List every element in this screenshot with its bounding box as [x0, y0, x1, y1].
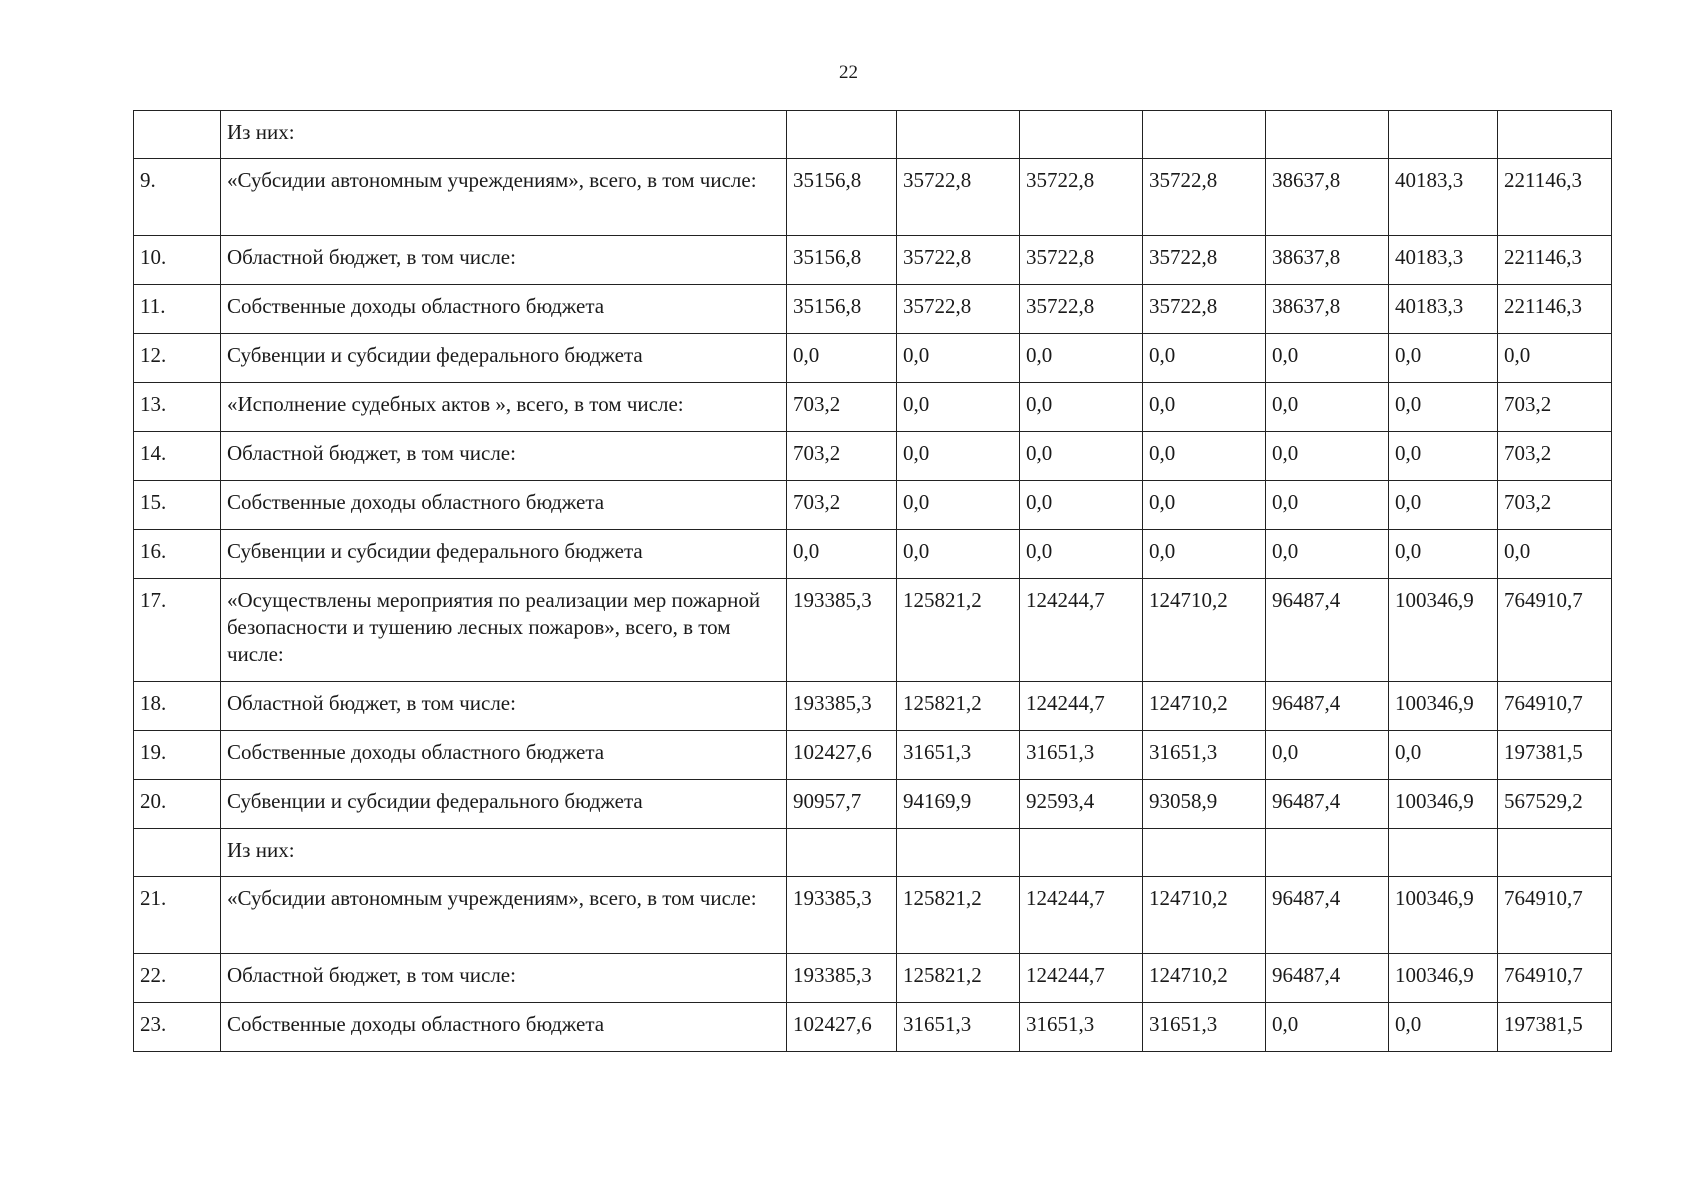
value-cell: 703,2	[1498, 432, 1612, 481]
value-cell: 193385,3	[787, 954, 897, 1003]
value-cell: 124244,7	[1020, 877, 1143, 954]
value-cell: 38637,8	[1266, 159, 1389, 236]
value-cell: 0,0	[1143, 481, 1266, 530]
table-row	[134, 383, 1612, 432]
value-cell: 100346,9	[1389, 954, 1498, 1003]
value-cell: 764910,7	[1498, 954, 1612, 1003]
value-cell: 193385,3	[787, 682, 897, 731]
row-label-cell: «Субсидии автономным учреждениям», всего, в том числе:	[221, 877, 787, 954]
value-cell: 96487,4	[1266, 579, 1389, 682]
row-label-cell: «Осуществлены мероприятия по реализации мер пожарной безопасности и тушению лесных пожаров», всего, в том числе:	[221, 579, 787, 682]
row-label-cell: Субвенции и субсидии федерального бюджета	[221, 334, 787, 383]
value-cell: 93058,9	[1143, 780, 1266, 829]
value-cell: 0,0	[897, 530, 1020, 579]
table-row	[134, 236, 1612, 285]
value-cell: 40183,3	[1389, 285, 1498, 334]
row-number-cell: 10.	[134, 236, 221, 285]
value-cell: 124710,2	[1143, 579, 1266, 682]
row-number-cell: 23.	[134, 1003, 221, 1052]
table-row	[134, 731, 1612, 780]
value-cell	[1143, 111, 1266, 159]
row-label-cell: Собственные доходы областного бюджета	[221, 731, 787, 780]
value-cell: 0,0	[787, 334, 897, 383]
value-cell: 100346,9	[1389, 579, 1498, 682]
row-number-cell: 12.	[134, 334, 221, 383]
value-cell	[1020, 829, 1143, 877]
row-label-cell: Собственные доходы областного бюджета	[221, 481, 787, 530]
value-cell: 35156,8	[787, 159, 897, 236]
value-cell: 38637,8	[1266, 236, 1389, 285]
value-cell: 567529,2	[1498, 780, 1612, 829]
value-cell: 0,0	[1143, 530, 1266, 579]
value-cell: 221146,3	[1498, 285, 1612, 334]
value-cell: 221146,3	[1498, 236, 1612, 285]
row-label-cell: Областной бюджет, в том числе:	[221, 432, 787, 481]
value-cell: 125821,2	[897, 877, 1020, 954]
row-number-cell: 13.	[134, 383, 221, 432]
value-cell: 197381,5	[1498, 731, 1612, 780]
value-cell: 35722,8	[1020, 285, 1143, 334]
value-cell: 124710,2	[1143, 682, 1266, 731]
value-cell: 125821,2	[897, 954, 1020, 1003]
table-row	[134, 954, 1612, 1003]
table-row	[134, 1003, 1612, 1052]
value-cell: 100346,9	[1389, 877, 1498, 954]
value-cell	[787, 829, 897, 877]
value-cell: 102427,6	[787, 1003, 897, 1052]
value-cell: 31651,3	[1143, 1003, 1266, 1052]
table-row	[134, 432, 1612, 481]
value-cell: 96487,4	[1266, 877, 1389, 954]
value-cell: 0,0	[1266, 334, 1389, 383]
table-row	[134, 877, 1612, 954]
row-label-cell: Собственные доходы областного бюджета	[221, 1003, 787, 1052]
row-number-cell	[134, 829, 221, 877]
value-cell: 31651,3	[1020, 731, 1143, 780]
value-cell	[1143, 829, 1266, 877]
value-cell: 124244,7	[1020, 682, 1143, 731]
value-cell: 100346,9	[1389, 682, 1498, 731]
value-cell: 764910,7	[1498, 682, 1612, 731]
value-cell	[1389, 829, 1498, 877]
value-cell: 0,0	[1266, 432, 1389, 481]
value-cell: 703,2	[1498, 481, 1612, 530]
value-cell: 40183,3	[1389, 236, 1498, 285]
value-cell: 0,0	[897, 383, 1020, 432]
row-label-cell: Областной бюджет, в том числе:	[221, 236, 787, 285]
row-label-cell: «Субсидии автономным учреждениям», всего, в том числе:	[221, 159, 787, 236]
value-cell: 35722,8	[1143, 285, 1266, 334]
value-cell: 40183,3	[1389, 159, 1498, 236]
value-cell: 102427,6	[787, 731, 897, 780]
row-number-cell: 17.	[134, 579, 221, 682]
row-number-cell: 14.	[134, 432, 221, 481]
row-label-cell: Из них:	[221, 111, 787, 159]
page-number: 22	[839, 62, 858, 83]
value-cell: 31651,3	[897, 731, 1020, 780]
value-cell: 764910,7	[1498, 877, 1612, 954]
value-cell: 35722,8	[897, 236, 1020, 285]
row-number-cell: 21.	[134, 877, 221, 954]
value-cell: 124710,2	[1143, 877, 1266, 954]
table-row	[134, 530, 1612, 579]
value-cell: 0,0	[1389, 432, 1498, 481]
value-cell: 0,0	[1389, 481, 1498, 530]
value-cell: 0,0	[1266, 530, 1389, 579]
table-row	[134, 579, 1612, 682]
row-number-cell: 18.	[134, 682, 221, 731]
value-cell	[897, 111, 1020, 159]
value-cell: 0,0	[1020, 481, 1143, 530]
row-number-cell: 9.	[134, 159, 221, 236]
value-cell: 125821,2	[897, 579, 1020, 682]
table-row	[134, 285, 1612, 334]
value-cell: 0,0	[897, 481, 1020, 530]
value-cell: 0,0	[1498, 530, 1612, 579]
value-cell: 124710,2	[1143, 954, 1266, 1003]
value-cell: 0,0	[1020, 334, 1143, 383]
value-cell	[1389, 111, 1498, 159]
value-cell: 197381,5	[1498, 1003, 1612, 1052]
value-cell: 0,0	[1389, 530, 1498, 579]
value-cell: 703,2	[787, 383, 897, 432]
value-cell: 193385,3	[787, 579, 897, 682]
table-row	[134, 481, 1612, 530]
row-label-cell: «Исполнение судебных актов », всего, в том числе:	[221, 383, 787, 432]
value-cell: 0,0	[1389, 383, 1498, 432]
value-cell: 703,2	[1498, 383, 1612, 432]
value-cell: 0,0	[1389, 731, 1498, 780]
value-cell: 221146,3	[1498, 159, 1612, 236]
value-cell	[1020, 111, 1143, 159]
value-cell: 0,0	[1020, 530, 1143, 579]
row-number-cell: 19.	[134, 731, 221, 780]
value-cell: 0,0	[1143, 334, 1266, 383]
value-cell: 96487,4	[1266, 780, 1389, 829]
table-row	[134, 682, 1612, 731]
value-cell: 35156,8	[787, 236, 897, 285]
table-row	[134, 780, 1612, 829]
value-cell: 31651,3	[897, 1003, 1020, 1052]
table-row	[134, 334, 1612, 383]
value-cell	[1266, 829, 1389, 877]
table-row	[134, 159, 1612, 236]
row-number-cell: 16.	[134, 530, 221, 579]
value-cell: 35722,8	[897, 159, 1020, 236]
table-subheader-row	[134, 829, 1612, 877]
row-number-cell: 15.	[134, 481, 221, 530]
row-number-cell	[134, 111, 221, 159]
value-cell: 96487,4	[1266, 954, 1389, 1003]
value-cell: 0,0	[1266, 731, 1389, 780]
value-cell: 31651,3	[1143, 731, 1266, 780]
value-cell: 0,0	[1389, 334, 1498, 383]
value-cell: 35722,8	[1143, 159, 1266, 236]
value-cell: 35722,8	[1143, 236, 1266, 285]
value-cell: 100346,9	[1389, 780, 1498, 829]
table-body	[134, 111, 1612, 1052]
value-cell: 96487,4	[1266, 682, 1389, 731]
value-cell	[1498, 111, 1612, 159]
value-cell: 35156,8	[787, 285, 897, 334]
row-number-cell: 11.	[134, 285, 221, 334]
value-cell: 0,0	[1498, 334, 1612, 383]
value-cell	[1266, 111, 1389, 159]
value-cell: 94169,9	[897, 780, 1020, 829]
value-cell: 35722,8	[897, 285, 1020, 334]
row-label-cell: Субвенции и субсидии федерального бюджета	[221, 780, 787, 829]
value-cell: 703,2	[787, 432, 897, 481]
value-cell: 703,2	[787, 481, 897, 530]
value-cell	[1498, 829, 1612, 877]
value-cell: 90957,7	[787, 780, 897, 829]
value-cell: 0,0	[1266, 481, 1389, 530]
value-cell: 0,0	[1266, 383, 1389, 432]
row-label-cell: Собственные доходы областного бюджета	[221, 285, 787, 334]
value-cell: 0,0	[1143, 432, 1266, 481]
value-cell: 0,0	[1020, 432, 1143, 481]
value-cell: 0,0	[787, 530, 897, 579]
value-cell: 31651,3	[1020, 1003, 1143, 1052]
value-cell: 0,0	[897, 432, 1020, 481]
row-number-cell: 22.	[134, 954, 221, 1003]
value-cell: 35722,8	[1020, 159, 1143, 236]
value-cell: 124244,7	[1020, 954, 1143, 1003]
budget-table	[133, 110, 1612, 1052]
value-cell: 0,0	[1143, 383, 1266, 432]
value-cell: 92593,4	[1020, 780, 1143, 829]
row-number-cell: 20.	[134, 780, 221, 829]
value-cell: 35722,8	[1020, 236, 1143, 285]
value-cell: 764910,7	[1498, 579, 1612, 682]
row-label-cell: Субвенции и субсидии федерального бюджета	[221, 530, 787, 579]
value-cell: 0,0	[1266, 1003, 1389, 1052]
value-cell	[787, 111, 897, 159]
row-label-cell: Областной бюджет, в том числе:	[221, 954, 787, 1003]
table-subheader-row	[134, 111, 1612, 159]
value-cell: 125821,2	[897, 682, 1020, 731]
value-cell	[897, 829, 1020, 877]
value-cell: 0,0	[897, 334, 1020, 383]
value-cell: 38637,8	[1266, 285, 1389, 334]
value-cell: 0,0	[1389, 1003, 1498, 1052]
value-cell: 0,0	[1020, 383, 1143, 432]
row-label-cell: Областной бюджет, в том числе:	[221, 682, 787, 731]
value-cell: 124244,7	[1020, 579, 1143, 682]
value-cell: 193385,3	[787, 877, 897, 954]
row-label-cell: Из них:	[221, 829, 787, 877]
